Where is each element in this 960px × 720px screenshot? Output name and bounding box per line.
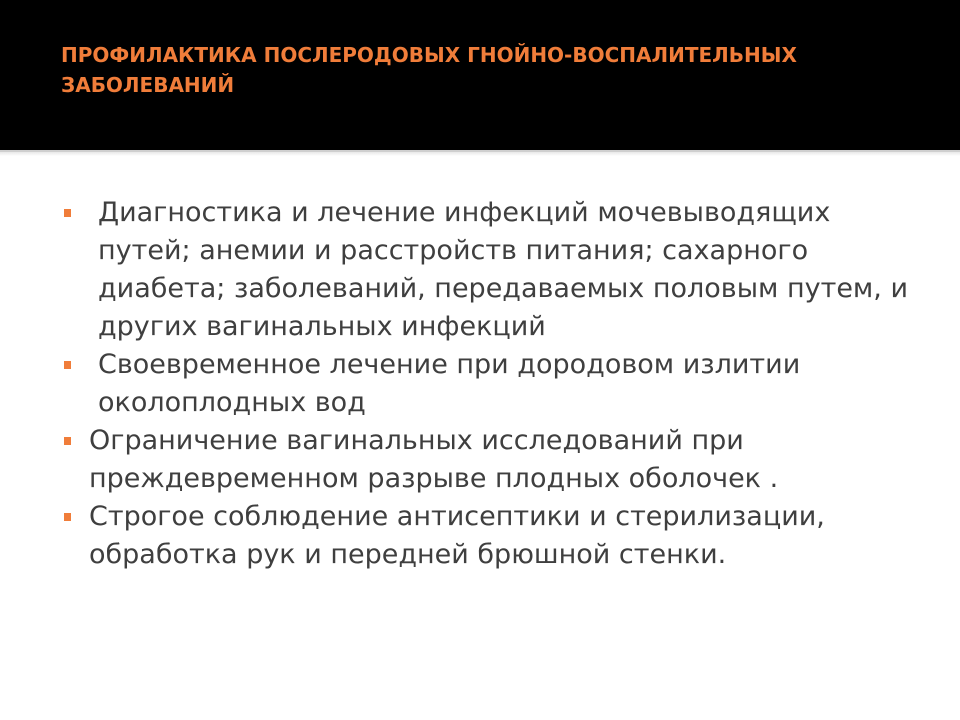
- square-bullet-icon: [64, 209, 71, 217]
- square-bullet-icon: [64, 361, 71, 369]
- bullet-item: [60, 194, 920, 346]
- title-divider-shadow: [0, 152, 960, 156]
- bullet-text: Своевременное лечение при дородовом излитии околоплодных вод: [98, 349, 801, 418]
- bullet-text: Строгое соблюдение антисептики и стерилизации, обработка рук и передней брюшной стенки.: [89, 501, 825, 570]
- bullet-item: [60, 422, 920, 498]
- bullet-list: [60, 194, 920, 574]
- bullet-text: Ограничение вагинальных исследований при преждевременном разрыве плодных оболочек .: [89, 425, 779, 494]
- slide-title: ПРОФИЛАКТИКА ПОСЛЕРОДОВЫХ ГНОЙНО-ВОСПАЛИТЕЛЬНЫХ ЗАБОЛЕВАНИЙ: [61, 43, 797, 97]
- square-bullet-icon: [64, 437, 71, 445]
- bullet-item: [60, 346, 920, 422]
- title-band: [0, 0, 960, 150]
- bullet-item: [60, 498, 920, 574]
- square-bullet-icon: [64, 513, 71, 521]
- bullet-text: Диагностика и лечение инфекций мочевыводящих путей; анемии и расстройств питания; сахарного диабета; заболеваний, передаваемых половым путем, и других вагинальных инфекций: [98, 197, 909, 342]
